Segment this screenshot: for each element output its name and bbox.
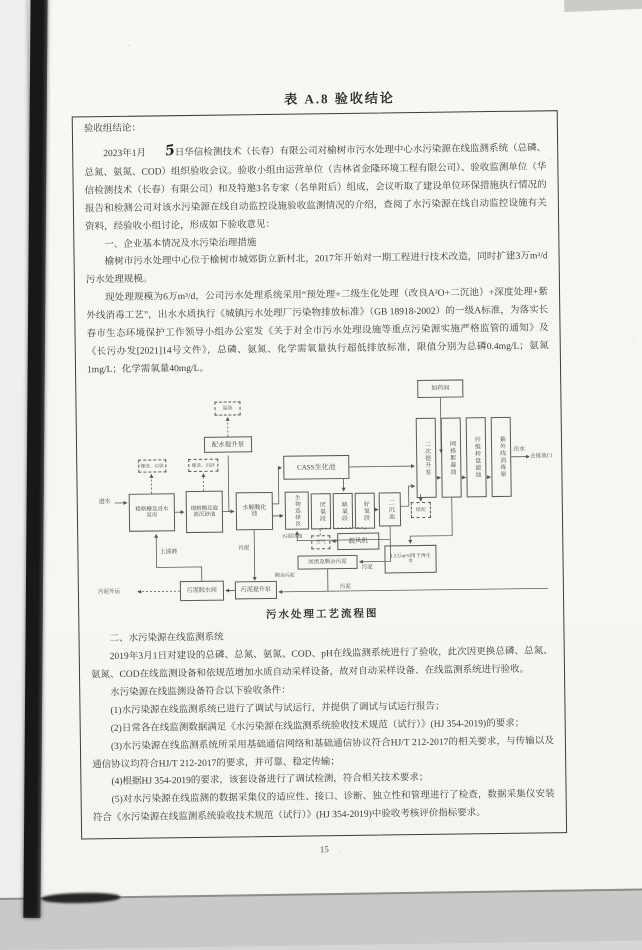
section1-title: 一、企业基本情况及水污染治理措施 bbox=[104, 237, 257, 250]
condition-item-5: (5)对水污染源在线监测的数据采集仪的适应性、接口、诊断、独立性和管理进行了检查，数据采集仪安装符合《水污染源在线监测系统验收技术规范（试行）》(HJ 354-2019)中验收考核评价指标要求。 bbox=[92, 789, 555, 824]
section2-paragraph1: 2019年3月1日对建设的总磷、总氮、氨氮、COD、pH在线监测系统进行了验收，此次因更换总磷、总氮、氨氮、COD在线监测设备和依规范增加水质自动采样设备，故对自动采样设备、在线监测系统进行验收。 bbox=[90, 646, 553, 681]
condition-item-4: (4)根据HJ 354-2019的要求，该套设备进行了调试检测，符合相关技术要求； bbox=[111, 773, 429, 788]
node-secondary-lift-pump: 二次提升泵 bbox=[416, 418, 437, 498]
node-fiber-disc-filter: 纤维转盘滤池 bbox=[466, 418, 487, 498]
label-influent: 进水 bbox=[98, 499, 111, 506]
node-air: 空气 bbox=[311, 536, 330, 550]
conclusion-heading: 验收组结论： bbox=[83, 123, 141, 135]
node-overflow: 溢流 bbox=[214, 402, 240, 416]
node-blower: 鼓风机 bbox=[337, 533, 379, 551]
table-title: 表 A.8 验收结论 bbox=[284, 90, 395, 107]
label-sludge-1: 污泥 bbox=[238, 545, 250, 552]
paragraph-meeting-body: 日华信检测技术（长春）有限公司对榆树市污水处理中心水污染源在线监测系统（总磷、总氮、氨氮、COD）组织验收会议。验收小组由运营单位（吉林省金隆环境工程有限公司）、验收监测单位（华信检测技术（长春）有限公司）和及特邀3名专家（名单附后）组成，会议听取了建设单位环保措施执行情况的报告和检测公司对该水污染源在线自动监控设施验收监测情况的介绍，查阅了水污染源在线自动监控设施有关资料，经验收小组讨论，形成如下验收意见： bbox=[84, 143, 547, 233]
node-sludge-lift-pump: 污泥提升泵 bbox=[235, 581, 277, 600]
node-dosing-room: 加药间 bbox=[417, 380, 463, 399]
page-number: 15 bbox=[319, 844, 329, 855]
node-secondary-clarifier: 二沉池 bbox=[379, 493, 401, 527]
label-excess-sludge: 剩余污泥 bbox=[274, 574, 295, 580]
flow-diagram-caption: 污水处理工艺流程图 bbox=[265, 609, 379, 622]
node-sludge-dewatering-room: 污泥脱水间 bbox=[180, 581, 224, 602]
paragraph-meeting bbox=[84, 133, 547, 237]
label-supernatant: 上清液 bbox=[159, 549, 178, 556]
scanned-page bbox=[28, 0, 642, 898]
process-flow-diagram bbox=[87, 377, 554, 631]
node-distribution-lift-pump: 配水提升泵 bbox=[204, 437, 252, 454]
node-screenings-grit: 栅渣、沉砂 bbox=[188, 459, 218, 472]
node-bio-selector-zone: 生物选择区 bbox=[285, 492, 309, 530]
condition-item-2: (2)日常各在线监测数据满足《水污染源在线监测系统验收技术规范（试行）》(HJ 354-2019)的要求； bbox=[110, 718, 525, 734]
label-sludge-return: 污泥回流 bbox=[282, 535, 303, 541]
scan-noise bbox=[129, 45, 130, 46]
node-anaerobic-stage: 厌氧段 bbox=[311, 494, 331, 530]
node-hydrolysis-acidification-tank: 水解酸化池 bbox=[236, 492, 273, 530]
node-cass-biotank: CASS生化池 bbox=[283, 455, 349, 480]
handwritten-day: 5 bbox=[163, 142, 176, 160]
node-waste-sludge-out: 排泥 bbox=[411, 502, 431, 518]
section2-paragraph2: 水污染源在线监测设备符合以下验收条件： bbox=[110, 685, 291, 699]
node-aerobic-stage: 好氧段 bbox=[355, 493, 375, 529]
node-return-excess-sludge: 回流及剩余污泥 bbox=[297, 555, 357, 570]
conclusion-table-cell bbox=[72, 110, 567, 839]
node-grid-flocculation-tank: 网格絮凝池 bbox=[441, 418, 462, 498]
node-coarse-screen-pumphouse: 粗格栅及进水泵房 bbox=[129, 494, 175, 533]
label-sludge-2: 污泥 bbox=[361, 565, 373, 572]
label-to-outfall: 去排放口 bbox=[530, 453, 553, 461]
date-prefix: 2023年1月 bbox=[103, 148, 147, 159]
label-sludge-3: 污泥 bbox=[339, 584, 351, 591]
section1-paragraph1: 榆树市污水处理中心位于榆树市城郊街立新村北，2017年开始对一期工程进行技术改造，同时扩建3万m³/d污水处理规模。 bbox=[85, 251, 548, 286]
label-effluent: 出水 bbox=[513, 447, 526, 454]
section1-paragraph2: 现处理规模为6万m³/d，公司污水处理系统采用“预处理+二级生化处理（改良A²O+二沉池）+深度处理+紫外线消毒工艺”，出水水质执行《城镇污水处理厂污染物排放标准》（GB 18918-2002）的一级A标准，为落实长春市生态环境保护工作领导小组办公室发《关于对全市污水处理设施等重点污染源实施严格监管的通知》及《长污办发[2021]14号文件》，总磷、氨氮、化学需氧量执行超低排放标准，限值分别为总磷0.4mg/L；氨氮1mg/L；化学需氧量40mg/L。 bbox=[86, 287, 549, 375]
node-screenings-garbage: 栅渣、垃圾 bbox=[138, 460, 166, 473]
condition-item-1: (1)水污染源在线监测系统已进行了调试与试运行，并提供了调试与试运行报告； bbox=[110, 701, 445, 717]
node-uv-disinfection-channel: 紫外线消毒渠 bbox=[491, 417, 512, 497]
node-fine-screen-grit-chamber: 细格栅及旋流沉砂池 bbox=[186, 491, 224, 533]
label-sludge-hauled-away: 污泥外运 bbox=[97, 589, 120, 596]
section2-title: 二、水污染源在线监测系统 bbox=[109, 633, 224, 645]
condition-item-3: (3)水污染源在线监测系统所采用基础通信网络和基础通信协议符合HJ/T 212-2017的相关要求，与传输以及通信协议均符合HJ/T 212-2017的要求，并可靠、稳定传输； bbox=[92, 735, 554, 770]
node-reclaimed-water: 1.5万m³/d用于再生水 bbox=[384, 545, 436, 574]
node-anoxic-stage: 缺氧段 bbox=[333, 493, 353, 529]
